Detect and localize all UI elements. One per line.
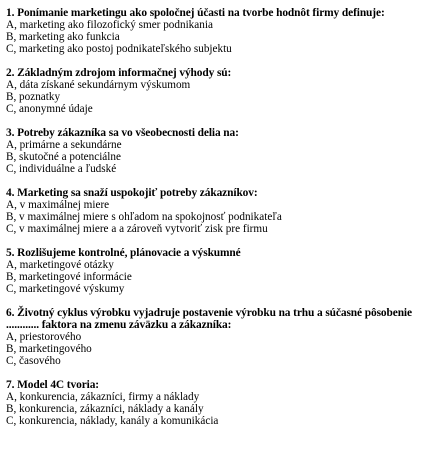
answer-list — [6, 19, 438, 55]
question-4 — [6, 187, 438, 235]
answer-option-a: A, v maximálnej miere — [6, 199, 110, 211]
question-1 — [6, 7, 438, 55]
quiz-document — [6, 7, 438, 439]
question-6 — [6, 307, 438, 367]
answer-option-b: B, skutočné a potenciálne — [6, 151, 121, 163]
answer-option-b: B, marketingového — [6, 343, 92, 355]
answer-option-a: A, priestorového — [6, 331, 82, 343]
answer-list — [6, 391, 438, 427]
answer-option-c: C, anonymné údaje — [6, 103, 93, 115]
answer-option-b: B, konkurencia, zákazníci, náklady a kanály — [6, 403, 204, 415]
answer-option-a: A, primárne a sekundárne — [6, 139, 122, 151]
answer-option-b: B, marketing ako funkcia — [6, 31, 120, 43]
question-title: 4. Marketing sa snaží uspokojiť potreby zákazníkov: — [6, 187, 258, 199]
question-7 — [6, 379, 438, 427]
answer-option-c: C, časového — [6, 355, 61, 367]
answer-option-c: C, konkurencia, náklady, kanály a komunikácia — [6, 415, 219, 427]
answer-option-c: C, individuálne a ľudské — [6, 163, 117, 175]
answer-list — [6, 139, 438, 175]
answer-list — [6, 79, 438, 115]
answer-list — [6, 259, 438, 295]
question-3 — [6, 127, 438, 175]
question-5 — [6, 247, 438, 295]
answer-option-b: B, marketingové informácie — [6, 271, 132, 283]
question-title: 3. Potreby zákazníka sa vo všeobecnosti delia na: — [6, 127, 239, 139]
question-title: 1. Ponímanie marketingu ako spoločnej účasti na tvorbe hodnôt firmy definuje: — [6, 7, 385, 19]
answer-option-a: A, dáta získané sekundárnym výskumom — [6, 79, 191, 91]
answer-list — [6, 199, 438, 235]
question-title: 5. Rozlišujeme kontrolné, plánovacie a výskumné — [6, 247, 241, 259]
answer-option-c: C, marketing ako postoj podnikateľského subjektu — [6, 43, 232, 55]
question-title: 2. Základným zdrojom informačnej výhody sú: — [6, 67, 232, 79]
answer-option-a: A, konkurencia, zákazníci, firmy a náklady — [6, 391, 200, 403]
question-title: 6. Životný cyklus výrobku vyjadruje postavenie výrobku na trhu a súčasné pôsobenie ............ faktora na zmenu záväzku a zákazníka: — [6, 307, 412, 331]
answer-option-a: A, marketing ako filozofický smer podnikania — [6, 19, 213, 31]
answer-list — [6, 331, 438, 367]
answer-option-c: C, marketingové výskumy — [6, 283, 125, 295]
question-title: 7. Model 4C tvoria: — [6, 379, 100, 391]
answer-option-b: B, poznatky — [6, 91, 61, 103]
answer-option-c: C, v maximálnej miere a a zároveň vytvoriť zisk pre firmu — [6, 223, 268, 235]
answer-option-a: A, marketingové otázky — [6, 259, 114, 271]
question-2 — [6, 67, 438, 115]
answer-option-b: B, v maximálnej miere s ohľadom na spokojnosť podnikateľa — [6, 211, 282, 223]
